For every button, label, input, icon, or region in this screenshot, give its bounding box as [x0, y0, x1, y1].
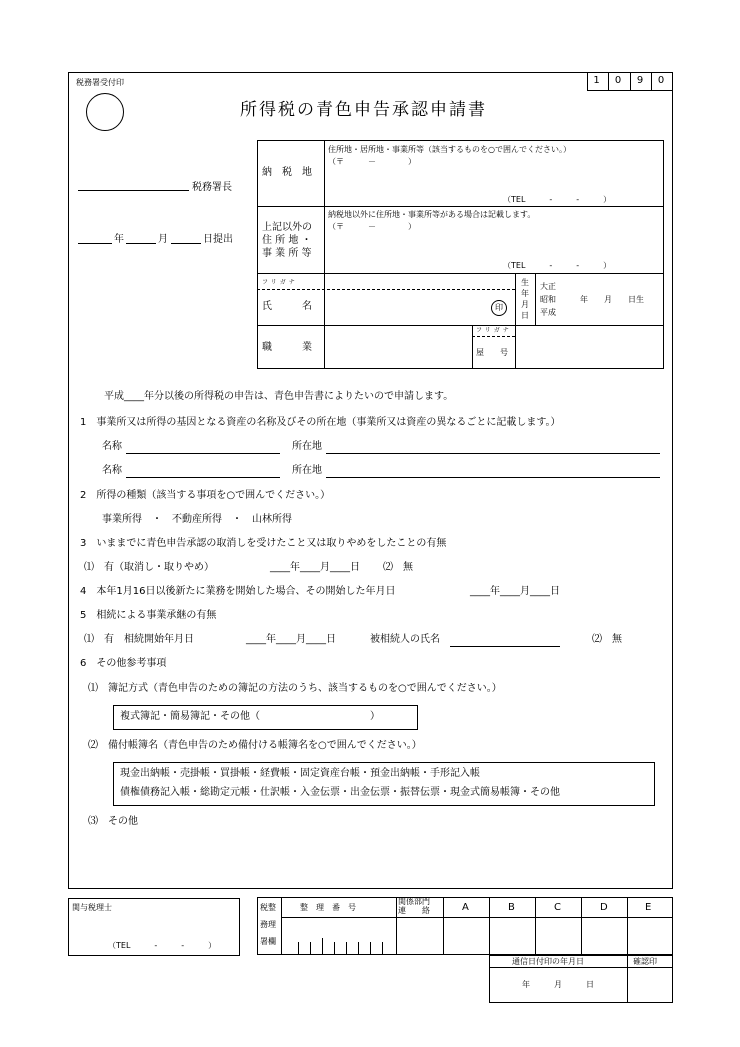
submit-day-label: 日提出 [203, 234, 233, 245]
other-address-note: 納税地以外に住所地・事業所等がある場合は記載します。 [328, 210, 536, 219]
page-title: 所得税の青色申告承認申請書 [240, 100, 487, 120]
birth-label: 日 [521, 311, 529, 320]
ledger-list-line[interactable]: 債権債務記入帳・総勘定元帳・仕訳帳・入金伝票・出金伝票・振替伝票・現金式簡易帳簿・その他 [120, 787, 560, 798]
other-address-label: 上記以外の [262, 222, 312, 233]
s1-location-field[interactable] [326, 453, 660, 454]
s1-name-field[interactable] [126, 453, 280, 454]
tax-accountant-tel[interactable]: （TEL - - ） [108, 941, 217, 950]
occupation-label: 職 業 [262, 342, 312, 353]
kakunin-label: 確認印 [633, 957, 657, 966]
s6-1-heading: ⑴ 簿記方式（青色申告のための簿記の方法のうち、該当するものを○で囲んでください。） [88, 683, 502, 694]
section-4-heading: 4 本年1月16日以後新たに業務を開始した場合、その開始した年月日 [80, 586, 396, 597]
intro-text: 平成____年分以後の所得税の申告は、青色申告書によりたいので申請します。 [104, 391, 454, 402]
s5-date-field[interactable]: ____年____月____日 [246, 634, 336, 645]
column-header: B [508, 902, 515, 913]
s1-location-label: 所在地 [292, 441, 322, 452]
s3-date-field[interactable]: ____年____月____日 [270, 562, 360, 573]
submit-year-label: 年 [114, 234, 124, 245]
tsushin-date-field[interactable]: 年 月 日 [522, 980, 594, 989]
form-code-digit: 9 [630, 72, 649, 90]
s5-yes-option[interactable]: ⑴ 有 相続開始年月日 [84, 634, 194, 645]
nozei-tel[interactable]: （TEL - - ） [503, 195, 612, 204]
column-header: C [554, 902, 561, 913]
office-label: 務理 [260, 920, 276, 929]
birth-label: 月 [521, 300, 529, 309]
submit-month-field[interactable] [126, 243, 156, 244]
other-address-label: 住 所 地 ・ [262, 235, 312, 246]
name-field[interactable] [326, 291, 486, 323]
tax-office-field[interactable] [78, 190, 189, 191]
receipt-stamp-circle [86, 93, 124, 131]
s6-3-heading: ⑶ その他 [88, 816, 138, 827]
section-5-heading: 5 相続による事業承継の有無 [80, 610, 217, 621]
birth-label: 生 [521, 278, 529, 287]
nozei-postal[interactable]: （〒 － ） [328, 157, 416, 166]
stamp-label: 税務署受付印 [76, 78, 124, 87]
tax-accountant-label: 関与税理士 [72, 903, 112, 912]
s1-location-field[interactable] [326, 477, 660, 478]
name-label: 氏 名 [262, 301, 312, 312]
other-tel[interactable]: （TEL - - ） [503, 261, 612, 270]
office-label: 税整 [260, 903, 276, 912]
tsushin-label: 通信日付印の年月日 [512, 957, 584, 966]
ledger-list-line[interactable]: 現金出納帳・売掛帳・買掛帳・経費帳・固定資産台帳・預金出納帳・手形記入帳 [120, 768, 480, 779]
occupation-field[interactable] [326, 327, 470, 367]
s5-no-option[interactable]: ⑵ 無 [592, 634, 622, 645]
s1-name-label: 名称 [102, 441, 122, 452]
column-header: E [645, 902, 652, 913]
s1-location-label: 所在地 [292, 465, 322, 476]
s4-date-field[interactable]: ____年____月____日 [470, 586, 560, 597]
form-code-digit: 0 [608, 72, 627, 90]
other-postal[interactable]: （〒 － ） [328, 222, 416, 231]
kankei-label: 連 絡 [398, 906, 430, 915]
submit-year-field[interactable] [78, 243, 112, 244]
section-3-heading: 3 いままでに青色申告承認の取消しを受けたこと又は取りやめをしたことの有無 [80, 538, 447, 549]
birth-date-field[interactable]: 年 月 日生 [580, 295, 644, 304]
era-heisei[interactable]: 平成 [540, 308, 556, 317]
nozei-label: 納 税 地 [262, 167, 312, 178]
section-1-heading: 1 事業所又は所得の基因となる資産の名称及びその所在地（事業所又は資産の異なるごとに記載します。） [80, 417, 561, 428]
era-taisho[interactable]: 大正 [540, 282, 556, 291]
name-furigana-label: フリガナ [262, 279, 298, 286]
seiri-bango-label: 整 理 番 号 [300, 903, 356, 912]
shop-furigana-label: フリガナ [476, 327, 512, 334]
s3-no-option[interactable]: ⑵ 無 [383, 562, 413, 573]
other-address-label: 事 業 所 等 [262, 248, 312, 259]
s5-heir-field[interactable] [450, 646, 560, 647]
era-showa[interactable]: 昭和 [540, 295, 556, 304]
s3-yes-option[interactable]: ⑴ 有（取消し・取りやめ） [84, 562, 214, 573]
s1-name-field[interactable] [126, 477, 280, 478]
form-code-digit: 0 [651, 72, 670, 90]
shop-label: 屋 号 [476, 348, 508, 357]
s5-heir-label: 被相続人の氏名 [370, 634, 440, 645]
shop-name-field[interactable] [517, 327, 662, 367]
seal-icon: 印 [491, 300, 507, 316]
tax-office-suffix: 税務署長 [192, 182, 232, 193]
s6-2-heading: ⑵ 備付帳簿名（青色申告のため備付ける帳簿名を○で囲んでください。） [88, 740, 422, 751]
form-code-digit: 1 [593, 75, 600, 86]
column-header: A [462, 902, 469, 913]
s2-income-types[interactable]: 事業所得 ・ 不動産所得 ・ 山林所得 [102, 514, 292, 525]
birth-label: 年 [521, 289, 529, 298]
kankei-label: 関係部門 [398, 897, 430, 906]
column-header: D [600, 902, 608, 913]
section-2-heading: 2 所得の種類（該当する事項を○で囲んでください。） [80, 490, 331, 501]
s1-name-label: 名称 [102, 465, 122, 476]
office-label: 署欄 [260, 937, 276, 946]
submit-day-field[interactable] [171, 243, 201, 244]
bookkeeping-method-options[interactable]: 複式簿記・簡易簿記・その他（ ） [120, 711, 380, 722]
submit-month-label: 月 [158, 234, 168, 245]
section-6-heading: 6 その他参考事項 [80, 658, 167, 669]
nozei-note: 住所地・居所地・事業所等（該当するものを○で囲んでください。） [328, 145, 571, 154]
